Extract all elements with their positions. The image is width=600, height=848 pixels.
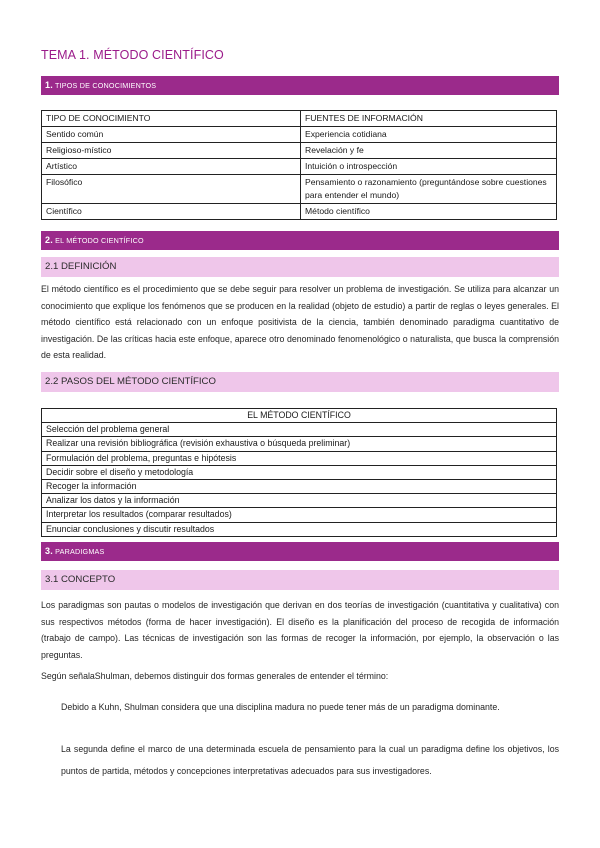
- table-row: [42, 494, 557, 508]
- list-item-text: Debido a Kuhn, Shulman considera que una disciplina madura no puede tener más de un paradigma dominante.: [61, 702, 500, 712]
- subsection-2-1-header: 2.1 DEFINICIÓN: [41, 257, 559, 277]
- section-1-label: TIPOS DE CONOCIMIENTOS: [54, 81, 157, 90]
- table-row: [42, 480, 557, 494]
- section-3-header: [41, 542, 559, 561]
- table-row: [42, 423, 557, 437]
- table-cell: Revelación y fe: [301, 143, 557, 159]
- table-cell: Intuición o introspección: [301, 159, 557, 175]
- section-2-header: [41, 231, 559, 250]
- table-cell: Interpretar los resultados (comparar resultados): [42, 508, 557, 522]
- method-steps-table: [41, 408, 557, 537]
- table-row: [42, 465, 557, 479]
- table-cell: Analizar los datos y la información: [42, 494, 557, 508]
- section-1-number: 1.: [45, 80, 53, 90]
- table-row: [42, 522, 557, 536]
- table-cell: Decidir sobre el diseño y metodología: [42, 465, 557, 479]
- table-row: [42, 437, 557, 451]
- table-cell: Formulación del problema, preguntas e hipótesis: [42, 451, 557, 465]
- list-item: [41, 696, 559, 718]
- section-3-label: PARADIGMAS: [55, 547, 105, 556]
- table-row: [42, 127, 557, 143]
- shulman-intro-paragraph: Según señalaShulman, debemos distinguir dos formas generales de entender el término:: [41, 671, 389, 681]
- subsection-2-2-header: 2.2 PASOS DEL MÉTODO CIENTÍFICO: [41, 372, 559, 392]
- table-header-row: [42, 111, 557, 127]
- subsection-3-1-header: 3.1 CONCEPTO: [41, 570, 559, 590]
- section-2-number: 2.: [45, 235, 53, 245]
- table-header-row: [42, 409, 557, 423]
- table-header-cell: FUENTES DE INFORMACIÓN: [301, 111, 557, 127]
- table-row: [42, 175, 557, 204]
- table-row: [42, 508, 557, 522]
- table-row: [42, 451, 557, 465]
- table-cell: Pensamiento o razonamiento (preguntándose sobre cuestiones para entender el mundo): [301, 175, 557, 204]
- table-cell: Realizar una revisión bibliográfica (revisión exhaustiva o búsqueda preliminar): [42, 437, 557, 451]
- list-item: [41, 738, 559, 782]
- knowledge-table: [41, 110, 557, 220]
- table-row: [42, 159, 557, 175]
- table-cell: Enunciar conclusiones y discutir resultados: [42, 522, 557, 536]
- definition-paragraph: El método científico es el procedimiento que se debe seguir para resolver un problema de investigación. Se utiliza para alcanzar un conocimiento que explique los fenómenos que se producen en la realidad (objeto de estudio) a partir de reglas o leyes generales. El método científico está relacionado con un enfoque positivista de la ciencia, también denominado paradigma cuantitativo de investigación. De las críticas hacia este enfoque, aparece otro denominado fenomenológico o naturalista, que busca la comprensión de esta realidad.: [41, 284, 559, 360]
- section-1-header: [41, 76, 559, 95]
- table-cell: Sentido común: [42, 127, 301, 143]
- concept-paragraph: Los paradigmas son pautas o modelos de investigación que derivan en dos teorías de investigación (cuantitativa y cualitativa) con sus respectivos métodos (forma de hacer investigación). El diseño es la planificación del proceso de recogida de información (trabajo de campo). Las técnicas de investigación son las formas de recoger la información, por ejemplo, la observación o las preguntas.: [41, 600, 559, 660]
- table-cell: Científico: [42, 204, 301, 220]
- table-cell: Recoger la información: [42, 480, 557, 494]
- section-3-number: 3.: [45, 546, 53, 556]
- table-cell: Selección del problema general: [42, 423, 557, 437]
- list-item-text: La segunda define el marco de una determinada escuela de pensamiento para la cual un paradigma define los objetivos, los puntos de partida, métodos y concepciones interpretativas adecuados para sus investigadores.: [61, 744, 559, 776]
- table-cell: Filosófico: [42, 175, 301, 204]
- table-cell: Método científico: [301, 204, 557, 220]
- table-row: [42, 143, 557, 159]
- document-title: TEMA 1. MÉTODO CIENTÍFICO: [41, 48, 224, 62]
- table-cell: Experiencia cotidiana: [301, 127, 557, 143]
- table-cell: Artístico: [42, 159, 301, 175]
- table-header-cell: EL MÉTODO CIENTÍFICO: [42, 409, 557, 423]
- section-2-label: EL MÉTODO CIENTÍFICO: [55, 236, 144, 245]
- table-header-cell: TIPO DE CONOCIMIENTO: [42, 111, 301, 127]
- table-row: [42, 204, 557, 220]
- table-cell: Religioso-místico: [42, 143, 301, 159]
